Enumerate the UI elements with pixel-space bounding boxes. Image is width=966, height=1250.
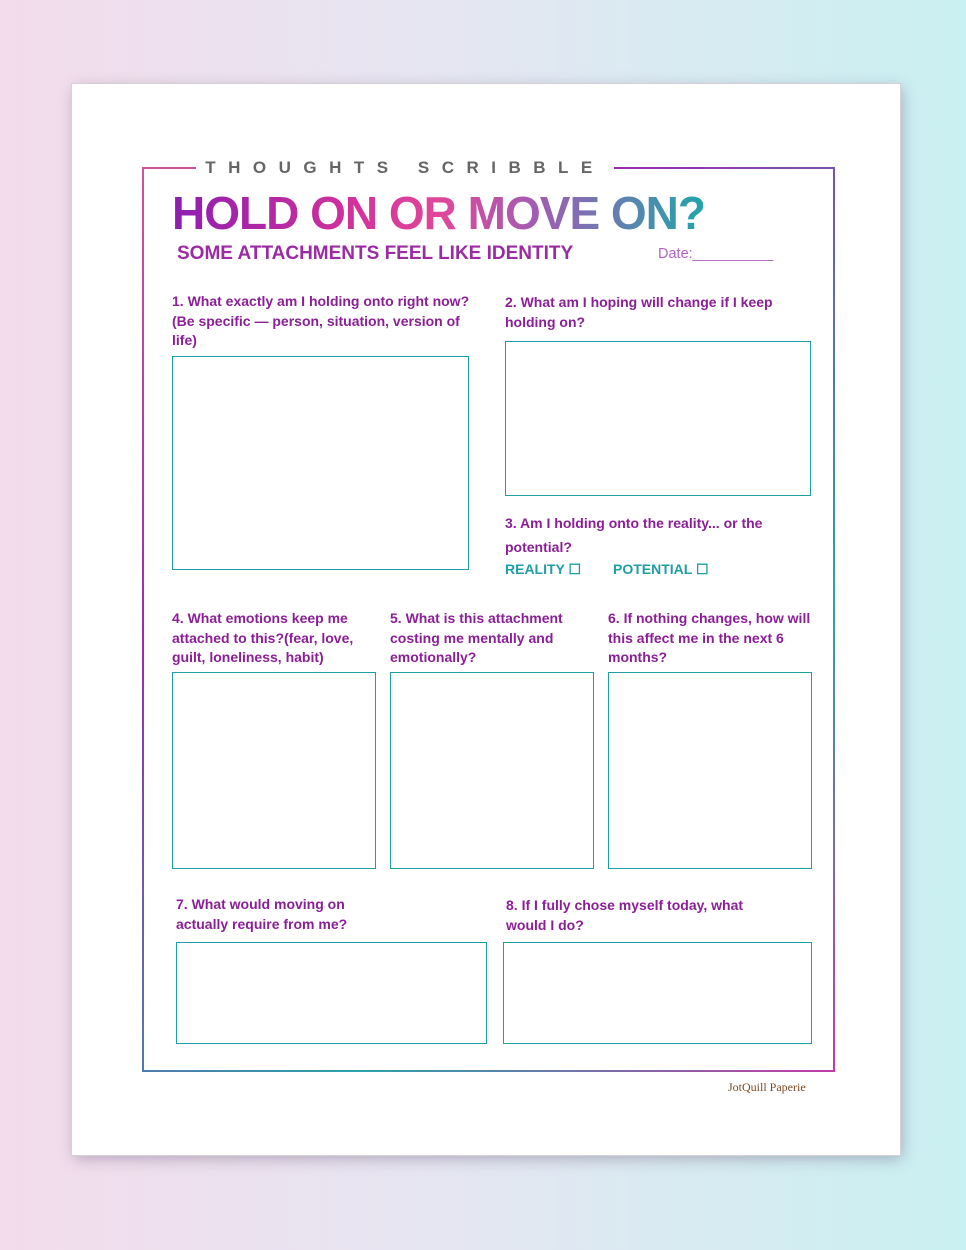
- question-3: 3. Am I holding onto the reality... or the potential?: [505, 515, 763, 555]
- brand-signature: JotQuill Paperie: [728, 1080, 806, 1094]
- question-2: 2. What am I hoping will change if I keep holding on?: [505, 294, 773, 330]
- reality-checkbox[interactable]: REALITY ☐: [505, 561, 582, 577]
- date-field[interactable]: Date:__________: [658, 246, 774, 262]
- answer-box-4[interactable]: [172, 672, 376, 869]
- page-subtitle: SOME ATTACHMENTS FEEL LIKE IDENTITY: [177, 243, 574, 264]
- potential-checkbox[interactable]: POTENTIAL ☐: [613, 561, 709, 577]
- question-4: 4. What emotions keep me attached to this?(fear, love, guilt, loneliness, habit): [172, 610, 354, 665]
- answer-box-5[interactable]: [390, 672, 594, 869]
- answer-box-1[interactable]: [172, 356, 469, 570]
- question-5: 5. What is this attachment costing me mentally and emotionally?: [390, 610, 563, 665]
- answer-box-2[interactable]: [505, 341, 811, 496]
- question-1: 1. What exactly am I holding onto right now? (Be specific — person, situation, version of life): [172, 293, 470, 348]
- answer-box-7[interactable]: [176, 942, 487, 1044]
- question-8: 8. If I fully chose myself today, what would I do?: [506, 897, 744, 933]
- header-kicker: THOUGHTS SCRIBBLE: [205, 158, 605, 177]
- answer-box-8[interactable]: [503, 942, 812, 1044]
- page-title: HOLD ON OR MOVE ON?: [172, 187, 705, 239]
- question-7: 7. What would moving on actually require from me?: [176, 896, 348, 932]
- answer-box-6[interactable]: [608, 672, 812, 869]
- question-6: 6. If nothing changes, how will this affect me in the next 6 months?: [608, 610, 811, 665]
